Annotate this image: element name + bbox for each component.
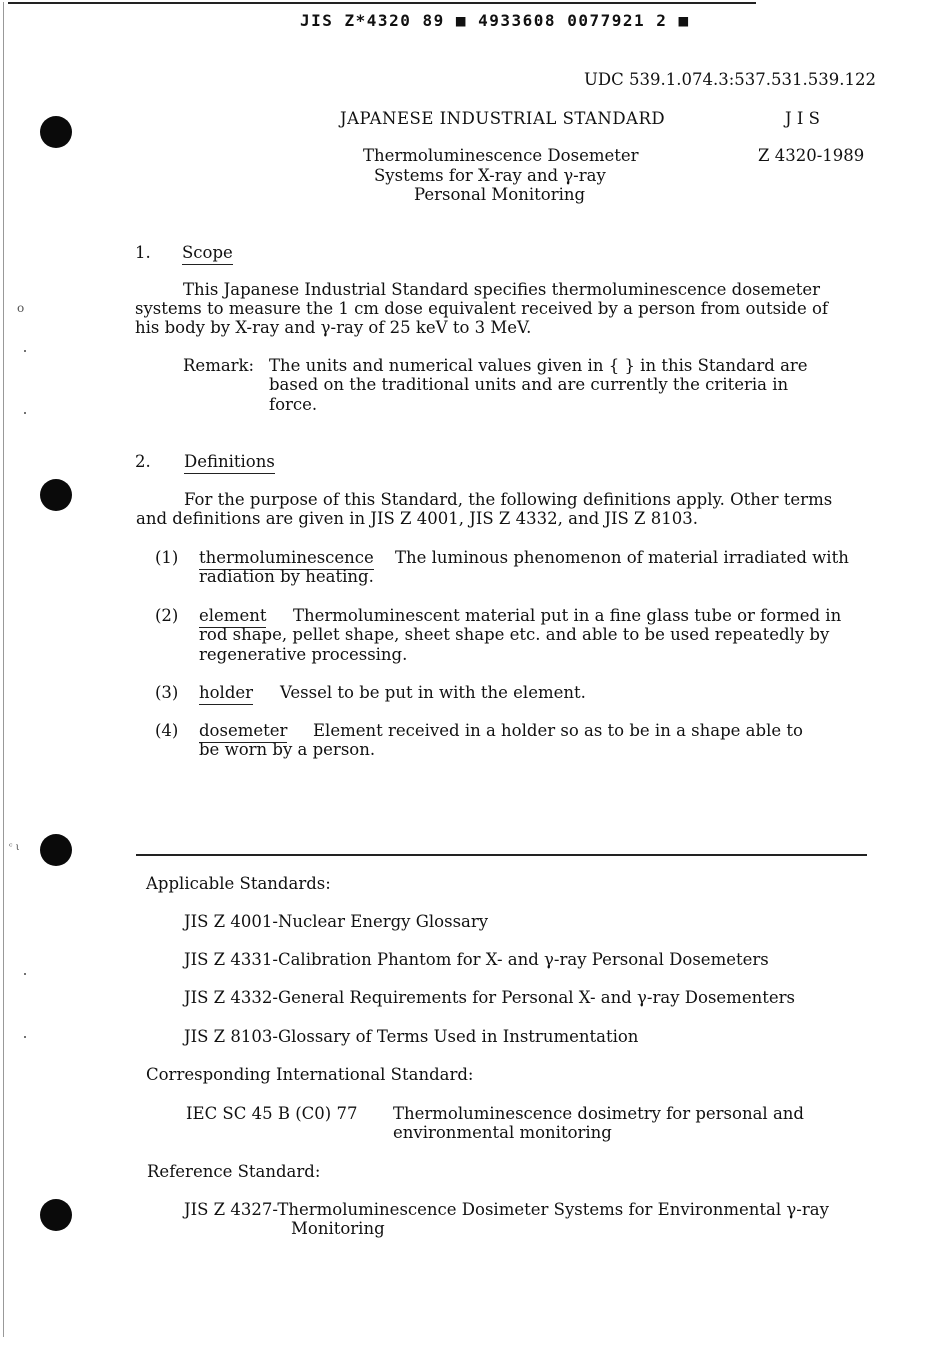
- definition-2-number: (2): [155, 606, 179, 625]
- definition-3-number: (3): [155, 683, 179, 702]
- standard-number: Z 4320-1989: [758, 146, 865, 165]
- applicable-standard-3: JIS Z 4332-General Requirements for Personal X- and γ-ray Dosementers: [184, 988, 795, 1007]
- definition-4-number: (4): [155, 721, 179, 740]
- punch-hole-1: [40, 116, 72, 148]
- margin-mark-2: ᶜ ι: [9, 842, 20, 853]
- punch-hole-4: [40, 1199, 72, 1231]
- applicable-standard-4: JIS Z 8103-Glossary of Terms Used in Instrumentation: [184, 1027, 639, 1046]
- section-2-heading: Definitions: [184, 452, 275, 474]
- applicable-label: Applicable Standards:: [146, 874, 331, 893]
- title-line-2: Systems for X-ray and γ-ray: [374, 166, 606, 185]
- definition-1-text-1: The luminous phenomenon of material irradiated with: [395, 548, 849, 567]
- remark-line-1: The units and numerical values given in { } in this Standard are: [269, 356, 808, 375]
- definition-3-text-1: Vessel to be put in with the element.: [280, 683, 586, 702]
- title-line-1: Thermoluminescence Dosemeter: [363, 146, 639, 165]
- definition-1-text-2: radiation by heating.: [199, 567, 374, 586]
- definitions-intro-2: and definitions are given in JIS Z 4001, JIS Z 4332, and JIS Z 8103.: [136, 509, 699, 528]
- definitions-intro-1: For the purpose of this Standard, the following definitions apply. Other terms: [184, 490, 833, 509]
- definition-2-term: element: [199, 606, 266, 628]
- definition-2-text-1: Thermoluminescent material put in a fine glass tube or formed in: [293, 606, 842, 625]
- speck: [24, 1036, 26, 1038]
- definition-3-term: holder: [199, 683, 253, 705]
- remark-line-2: based on the traditional units and are currently the criteria in: [269, 375, 789, 394]
- section-1-number: 1.: [135, 243, 151, 262]
- iec-code: IEC SC 45 B (C0) 77: [186, 1104, 358, 1123]
- definition-4-term: dosemeter: [199, 721, 287, 743]
- header-code: JIS Z*4320 89 ■ 4933608 0077921 2 ■: [300, 11, 690, 30]
- scope-line-3: his body by X-ray and γ-ray of 25 keV to 3 MeV.: [135, 318, 532, 337]
- top-rule: [8, 2, 756, 4]
- iec-title-2: environmental monitoring: [393, 1123, 612, 1142]
- definition-1-number: (1): [155, 548, 179, 567]
- remark-label: Remark:: [183, 356, 255, 375]
- iec-title-1: Thermoluminescence dosimetry for personal and: [393, 1104, 804, 1123]
- punch-hole-3: [40, 834, 72, 866]
- footer-rule: [136, 854, 867, 856]
- definition-2-text-3: regenerative processing.: [199, 645, 408, 664]
- speck: [24, 350, 26, 352]
- reference-standard-2: Monitoring: [291, 1219, 385, 1238]
- applicable-standard-1: JIS Z 4001-Nuclear Energy Glossary: [184, 912, 489, 931]
- definition-4-text-1: Element received in a holder so as to be in a shape able to: [313, 721, 803, 740]
- left-edge-rule: [3, 2, 4, 1337]
- punch-hole-2: [40, 479, 72, 511]
- reference-label: Reference Standard:: [147, 1162, 321, 1181]
- speck: [24, 412, 26, 414]
- scope-line-1: This Japanese Industrial Standard specifies thermoluminescence dosemeter: [183, 280, 821, 299]
- margin-mark: o: [17, 301, 25, 315]
- corresponding-label: Corresponding International Standard:: [146, 1065, 474, 1084]
- scope-line-2: systems to measure the 1 cm dose equivalent received by a person from outside of: [135, 299, 828, 318]
- section-1-heading: Scope: [182, 243, 233, 265]
- definition-1-term: thermoluminescence: [199, 548, 374, 570]
- section-2-number: 2.: [135, 452, 151, 471]
- applicable-standard-2: JIS Z 4331-Calibration Phantom for X- and γ-ray Personal Dosemeters: [184, 950, 769, 969]
- definition-2-text-2: rod shape, pellet shape, sheet shape etc. and able to be used repeatedly by: [199, 625, 830, 644]
- reference-standard-1: JIS Z 4327-Thermoluminescence Dosimeter Systems for Environmental γ-ray: [184, 1200, 829, 1219]
- title-line-3: Personal Monitoring: [414, 185, 586, 204]
- speck: [24, 973, 26, 975]
- jis-letters: J I S: [785, 109, 820, 128]
- definition-4-text-2: be worn by a person.: [199, 740, 376, 759]
- udc-number: UDC 539.1.074.3:537.531.539.122: [584, 70, 876, 89]
- remark-line-3: force.: [269, 395, 318, 414]
- org-name: JAPANESE INDUSTRIAL STANDARD: [340, 109, 666, 128]
